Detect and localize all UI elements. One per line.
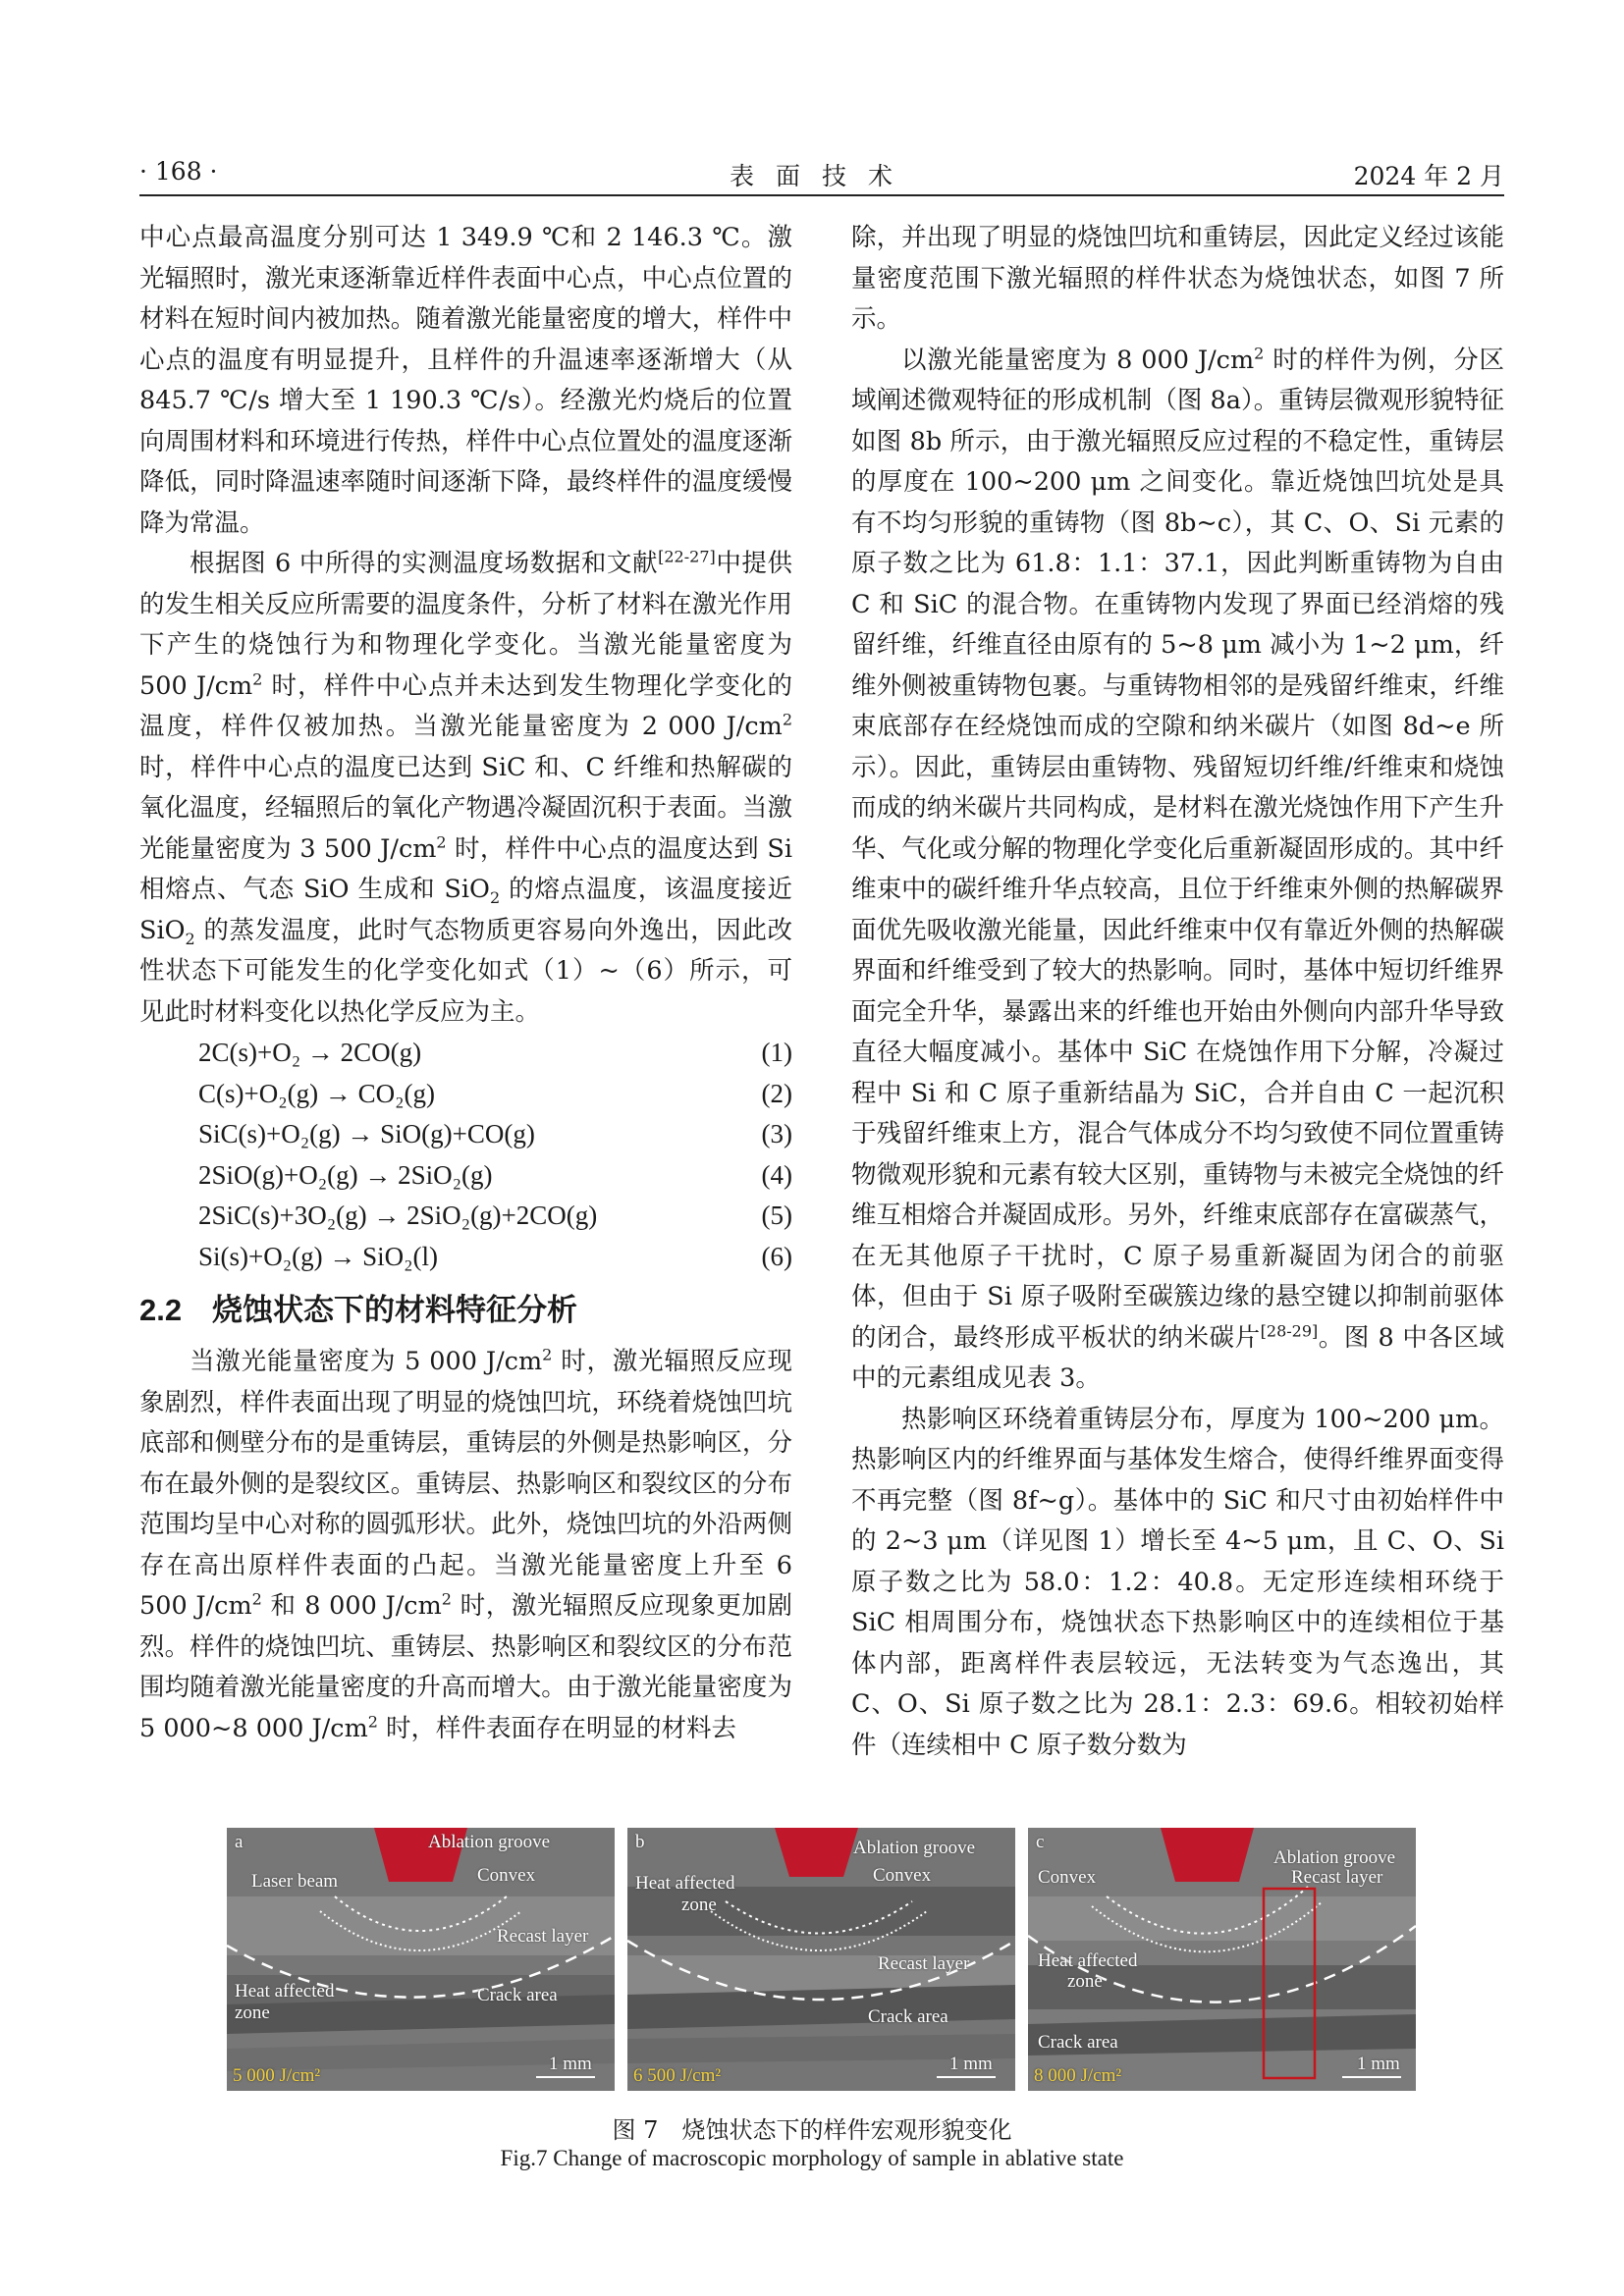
sem-image-a — [227, 1828, 615, 2091]
left-paragraph-3: 当激光能量密度为 5 000 $J/cm^2$ 时，激光辐照反应现象剧烈，样件表面出现了明显的烧蚀凹坑，环绕着烧蚀凹坑底部和侧壁分布的是重铸层，重铸层的外侧是热影响区，分布在最外侧的是裂纹区。重铸层、热影响区和裂纹区的分布范围均呈中心对称的圆弧形状。此外，烧蚀凹坑的外沿两侧存在高出原样件表面的凸起。当激光能量密度上升至 6 500 $J/cm^2$ 和 8 000 $J/cm^2$ 时，激光辐照反应现象更加剧烈。样件的烧蚀凹坑、重铸层、热影响区和裂纹区的分布范围均随着激光能量密度的升高而增大。由于激光能量密度为 5 000~8 000 $J/cm^2$ 时，样件表面存在明显的材料去 — [139, 1345, 793, 1743]
panel-letter-c: c — [1036, 1832, 1045, 1852]
label-convex-c: Convex — [1038, 1867, 1097, 1888]
right-column — [851, 218, 1504, 1766]
figure-panel-a — [227, 1828, 615, 2091]
figure-7 — [227, 1828, 1416, 2091]
scale-bar-label-b: 1 mm — [949, 2054, 993, 2074]
figure-caption-en: Fig.7 Change of macroscopic morphology of sample in ablative state — [500, 2146, 1124, 2170]
energy-label-b: 6 500 J/cm² — [633, 2065, 722, 2086]
equation-2: C(s)+O₂(g) → CO₂(g) (2) — [198, 1078, 792, 1108]
equation-6: Si(s)+O₂(g) → SiO₂(l) (6) — [198, 1241, 792, 1271]
label-recast-layer-b: Recast layer — [878, 1953, 970, 1974]
label-zone-a: zone — [235, 2002, 270, 2023]
equation-3: SiC(s)+O₂(g) → SiO(g)+CO(g) (3) — [198, 1119, 792, 1148]
scale-bar-label-a: 1 mm — [549, 2054, 592, 2074]
page-header — [139, 157, 1504, 196]
figure-panel-b — [627, 1828, 1015, 2091]
label-ablation-groove-c: Ablation groove — [1273, 1847, 1396, 1868]
issue-date: 2024 年 2 月 — [1353, 162, 1504, 190]
scale-bar-label-c: 1 mm — [1357, 2054, 1400, 2074]
label-zone-c: zone — [1067, 1971, 1103, 1992]
label-crack-area-a: Crack area — [477, 1985, 558, 2005]
page-number: · 168 · — [139, 157, 218, 186]
label-crack-area-b: Crack area — [868, 2006, 948, 2027]
energy-label-c: 8 000 J/cm² — [1034, 2065, 1122, 2086]
label-zone-b: zone — [681, 1895, 717, 1915]
left-column — [139, 218, 792, 1749]
label-heat-affected-c: Heat affected — [1038, 1950, 1138, 1971]
label-heat-affected-a: Heat affected — [235, 1981, 335, 2002]
label-convex-b: Convex — [873, 1865, 932, 1886]
header-rule — [139, 194, 1504, 196]
left-paragraph-1: 中心点最高温度分别可达 1 349.9 ℃和 2 146.3 ℃。激光辐照时，激光束逐渐靠近样件表面中心点，中心点位置的材料在短时间内被加热。随着激光能量密度的增大，样件中心点的温度有明显提升，且样件的升温速率逐渐增大（从 845.7 ℃/s 增大至 1 190.3 ℃/s）。经激光灼烧后的位置向周围材料和环境进行传热，样件中心点位置处的温度逐渐降低，同时降温速率随时间逐渐下降，最终样件的温度缓慢降为常温。 — [139, 223, 792, 538]
figure-caption-cn: 图 7 烧蚀状态下的样件宏观形貌变化 — [612, 2116, 1012, 2144]
journal-title: 表面技术 — [729, 162, 914, 190]
equation-4: 2SiO(g)+O₂(g) → 2SiO₂(g) (4) — [198, 1159, 792, 1190]
left-paragraph-2: 根据图 6 中所得的实测温度场数据和文献[22-27]中提供的发生相关反应所需要的温度条件，分析了材料在激光作用下产生的烧蚀行为和物理化学变化。当激光能量密度为 500 $J/cm^2$ 时，样件中心点并未达到发生物理化学变化的温度，样件仅被加热。当激光能量密度为 2 000 $J/cm^2$ 时，样件中心点的温度已达到 SiC 和、C 纤维和热解碳的氧化温度，经辐照后的氧化产物遇冷凝固沉积于表面。当激光能量密度为 3 500 $J/cm^2$ 时，样件中心点的温度达到 Si 相熔点、气态 SiO 生成和 SiO$_2$ 的熔点温度，该温度接近 SiO$_2$ 的蒸发温度，此时气态物质更容易向外逸出，因此改性状态下可能发生的化学变化如式（1）~（6）所示，可见此时材料变化以热化学反应为主。 — [139, 547, 792, 1027]
label-heat-affected-b: Heat affected — [635, 1873, 735, 1894]
equation-1: 2C(s)+O₂ → 2CO(g) (1) — [198, 1038, 792, 1067]
right-paragraph-1: 除，并出现了明显的烧蚀凹坑和重铸层，因此定义经过该能量密度范围下激光辐照的样件状态为烧蚀状态，如图 7 所示。 — [851, 223, 1504, 334]
panel-letter-a: a — [235, 1832, 244, 1852]
label-convex-a: Convex — [477, 1865, 536, 1886]
label-ablation-groove-a: Ablation groove — [428, 1832, 551, 1852]
energy-label-a: 5 000 J/cm² — [233, 2065, 321, 2086]
panel-letter-b: b — [635, 1832, 645, 1852]
label-recast-layer-a: Recast layer — [497, 1926, 589, 1947]
label-recast-layer-c: Recast layer — [1291, 1867, 1383, 1888]
label-ablation-groove-b: Ablation groove — [853, 1838, 976, 1858]
label-crack-area-c: Crack area — [1038, 2032, 1118, 2053]
section-heading: 2.2 烧蚀状态下的材料特征分析 — [139, 1293, 577, 1327]
figure-panel-c — [1028, 1828, 1416, 2091]
equation-5: 2SiC(s)+3O₂(g) → 2SiO₂(g)+2CO(g) (5) — [198, 1201, 792, 1230]
right-paragraph-2: 以激光能量密度为 8 000 $J/cm^2$ 时的样件为例，分区域阐述微观特征的形成机制（图 8a）。重铸层微观形貌特征如图 8b 所示，由于激光辐照反应过程的不稳定性，重铸层的厚度在 100~200 μm 之间变化。靠近烧蚀凹坑处是具有不均匀形貌的重铸物（图 8b~c），其 C、O、Si 元素的原子数之比为 61.8：1.1：37.1，因此判断重铸物为自由 C 和 SiC 的混合物。在重铸物内发现了界面已经消熔的残留纤维，纤维直径由原有的 5~8 μm 减小为 1~2 μm，纤维外侧被重铸物包裹。与重铸物相邻的是残留纤维束，纤维束底部存在经烧蚀而成的空隙和纳米碳片（如图 8d~e 所示）。因此，重铸层由重铸物、残留短切纤维/纤维束和烧蚀而成的纳米碳片共同构成，是材料在激光烧蚀作用下产生升华、气化或分解的物理化学变化后重新凝固形成的。其中纤维束中的碳纤维升华点较高，且位于纤维束外侧的热解碳界面优先吸收激光能量，因此纤维束中仅有靠近外侧的热解碳界面和纤维受到了较大的热影响。同时，基体中短切纤维界面完全升华，暴露出来的纤维也开始由外侧向内部升华导致直径大幅度减小。基体中 SiC 在烧蚀作用下分解，冷凝过程中 Si 和 C 原子重新结晶为 SiC，合并自由 C 一起沉积于残留纤维束上方，混合气体成分不均匀致使不同位置重铸物微观形貌和元素有较大区别，重铸物与未被完全烧蚀的纤维互相熔合并凝固成形。另外，纤维束底部存在富碳蒸气，在无其他原子干扰时，C 原子易重新凝固为闭合的前驱体，但由于 Si 原子吸附至碳簇边缘的悬空键以抑制前驱体的闭合，最终形成平板状的纳米碳片[28-29]。图 8 中各区域中的元素组成见表 3。 — [851, 344, 1505, 1393]
right-paragraph-3: 热影响区环绕着重铸层分布，厚度为 100~200 μm。热影响区内的纤维界面与基体发生熔合，使得纤维界面变得不再完整（图 8f~g）。基体中的 SiC 和尺寸由初始样件中的 2~3 μm（详见图 1）增长至 4~5 μm，且 C、O、Si 原子数之比为 58.0：1.2：40.8。无定形连续相环绕于 SiC 相周围分布，烧蚀状态下热影响区中的连续相位于基体内部，距离样件表层较远，无法转变为气态逸出，其 C、O、Si 原子数之比为 28.1：2.3：69.6。相较初始样件（连续相中 C 原子数分数为 — [851, 1404, 1504, 1760]
label-laser-beam-a: Laser beam — [251, 1871, 339, 1892]
